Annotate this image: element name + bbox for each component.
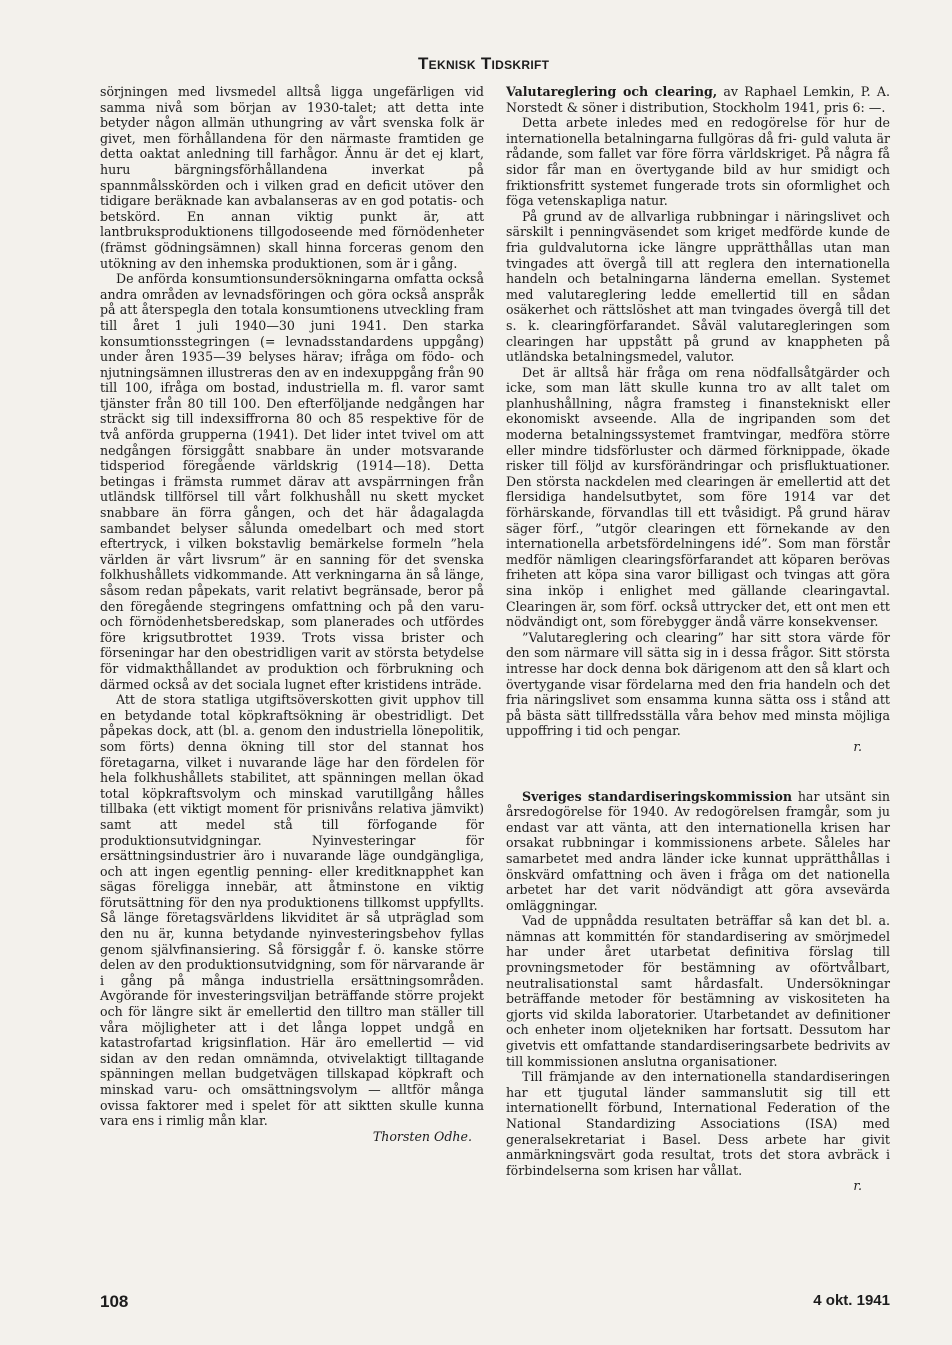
news-paragraph: Vad de uppnådda resultaten beträffar så kan det bl. a. nämnas att kommittén för standardisering av smörjmedel har under året utarbetat definitiva förslag till provningsmetoder för bestämning av oförtvålbart, neutralisationstal samt hårdasfalt. Undersökningar beträffande metoder för bestämning av viskositeten ha gjorts vid skilda laboratorier. Utarbetandet av definitioner och enheter inom oljetekniken har fortsatt. Dessutom har givetvis ett omfattande standardiseringsarbete bedrivits av till kommissionen anslutna organisationer. [506,913,890,1069]
news-heading: Sveriges standardiseringskommission [522,788,793,804]
news-paragraph: Till främjande av den internationella standardiseringen har ett tjugutal länder sammanslutit sig till ett internationellt förbund, International Federation of the National Standardizing Associations (ISA) med generalsekretariat i Basel. Dess arbete har givit anmärkningsvärt goda resultat, trots det stora avbräck i förbindelserna som krisen har vållat. [506,1069,890,1178]
news-lead: har utsänt sin årsredogörelse för 1940. Av redogörelsen framgår, som ju endast var att vänta, att den internationella krisen har orsakat rubbningar i kommissionens arbete. Såleles har samarbetet med andra länder icke kunnat upprätthållas i önskvärd omfattning och även i fråga om det nationella arbetet har det varit nödvändigt att göra avsevärda omläggningar. [506,788,890,913]
review-citation: av Raphael Lemkin, P. A. Norstedt & söner i distribution, Stockholm 1941, pris 6: —. [506,84,890,115]
section-gap [506,755,890,789]
left-column [100,84,484,1144]
review-title-paragraph [506,84,890,115]
article-paragraph: Att de stora statliga utgiftsöverskotten givit upphov till en betydande total köpkraftsökning är obestridligt. Det påpekas dock, att (bl. a. genom den industriella lönepolitik, som förts) denna ökning till stor del stannat hos företagarna, vilket i nuvarande läge har den fördelen för hela folkhushållets stabilitet, att spänningen mellan ökad total köpkraftsvolym och minskad varutillgång hålles tillbaka (ett viktigt moment för prisnivåns relativa jämvikt) samt att medel stå till förfogande för produktionsutvidgningar. Nyinvesteringar för ersättningsindustrier äro i nuvarande läge oundgängliga, och att ingen egentlig penning- eller kreditknapphet kan sägas föreligga innebär, att åtminstone en viktig förutsättning för den nya produktionens tillkomst uppfyllts. Så länge företagsvärldens likviditet är så utpräglad som den nu är, kunna betydande nyinvesteringsbehov fyllas genom självfinansiering. Så försiggår f. ö. kanske större delen av den produktionsutvidgning, som för närvarande är i gång på många industriella ersättningsområden. Avgörande för investeringsviljan beträffande större projekt och för längre sikt är emellertid den tilltro man ställer till våra möjligheter att i det långa loppet undgå en katastrofartad krigsinflation. Här äro emellertid — vid sidan av den redan omnämnda, otvivelaktigt tilltagande spänningen mellan budgetvägen tillskapad köpkraft och minskad varu- och omsättningsvolym — alltför många ovissa faktorer med i spelet för att siktten skulle kunna vara ens i rimlig mån klar. [100,692,484,1129]
article-paragraph: sörjningen med livsmedel alltså ligga ungefärligen vid samma nivå som början av 1930-talet; att detta inte betyder någon allmän uthungring av vårt svenska folk är givet, men förhållandena för den närmaste framtiden ge detta oaktat anledning till farhågor. Ännu är det ej klart, huru bärgningsförhållandena inverkat på spannmålsskörden och i vilken grad en deficit utöver den tidigare beräknade kan avbalanseras av en god potatis- och betskörd. En annan viktig punkt är, att lantbruksproduktionens tillgodoseende med förnödenheter (främst gödningsämnen) skall hinna forceras genom den utökning av den inhemska produktionen, som är i gång. [100,84,484,271]
review-paragraph: Det är alltså här fråga om rena nödfallsåtgärder och icke, som man lätt skulle kunna tro av allt talet om planhushållning, några framsteg i finanstekniskt eller ekonomiskt avseende. Alla de ingripanden som det moderna betalningssystemet framtvingar, medföra större eller mindre tidsförluster och därmed förknippade, ökade risker till följd av kursförändringar och prisfluktuationer. Den största nackdelen med clearingen är emellertid att det flersidiga handelsutbytet, som före 1914 var det förhärskande, förvandlas till ett tvåsidigt. På grund härav säger förf., ”utgör clearingen ett förnekande av den internationella arbetsfördelningens idé”. Som man förstår medför nämligen clearingsförfarandet att köparen berövas friheten att köpa sina varor billigast och tvingas att göra sina inköp i enlighet med gällande clearingavtal. Clearingen är, som förf. också uttrycker det, ett ont men ett nödvändigt ont, som förebygger ändå värre konsekvenser. [506,364,890,630]
right-column [506,84,890,1194]
article-paragraph: De anförda konsumtionsundersökningarna omfatta också andra områden av levnadsföringen och göra också anspråk på att återspegla den totala konsumtionens utveckling fram till året 1 juli 1940—30 juni 1941. Den starka konsumtionsstegringen (= levnadsstandardens uppgång) under åren 1935—39 belyses härav; ifråga om födo- och njutningsämnen illustreras den av en indexuppgång från 90 till 100, ifråga om bostad, industriella m. fl. varor samt tjänster från 80 till 100. Den efterföljande nedgången har sträckt sig till indexsiffrorna 80 och 85 respektive för de två anförda grupperna (1941). Det lider intet tvivel om att nedgången försiggått snabbare än under motsvarande tidsperiod föregående världskrig (1914—18). Detta betingas i främsta rummet därav att avspärrningen från utländsk tillförsel till vårt folkhushåll nu skett mycket snabbare än förra gången, och det här ådagalagda sambandet belyser sålunda omedelbart och med stort eftertryck, i vilken bokstavlig bemärkelse formeln ”hela världen är vårt livsrum” är en sanning för det svenska folkhushållets vidkommande. Att verkningarna än så länge, såsom redan påpekats, varit relativt begränsade, beror på den föregående stegringens omfattning och på den varu- och förnödenhetsberedskap, som planerades och utfördes före krigsutbrottet 1939. Trots vissa brister och förseningar har den obestridligen varit av största betydelse för vidmakthållandet av produktion och förbrukning och därmed också av det sociala lugnet efter kristidens inträde. [100,271,484,692]
book-review [506,84,890,755]
reviewer-initial: r. [853,738,862,754]
news-title-paragraph [506,789,890,914]
author-signature: Thorsten Odhe. [372,1128,472,1144]
journal-masthead: Teknisk Tidskrift [418,54,550,73]
review-paragraph: På grund av de allvarliga rubbningar i näringslivet och särskilt i penningväsendet som kriget medförde kunde de fria guldvalutorna icke längre upprätthållas utan man tvingades att övergå till att reglera den internationella handeln och betalningarna länderna emellan. Systemet med valutareglering ledde emellertid till en sådan osäkerhet och rättslöshet att man tvingades övergå till det s. k. clearingförfarandet. Såväl valutaregleringen som clearingen har uppstått på grund av knappheten på utländska betalningsmedel, valutor. [506,208,890,365]
news-item [506,789,890,1194]
page-number: 108 [100,1292,129,1311]
review-heading: Valutareglering och clearing, [506,84,718,99]
reviewer-initial: r. [853,1178,862,1194]
review-paragraph: ”Valutareglering och clearing” har sitt stora värde för den som närmare vill sätta sig in i dessa frågor. Sitt största intresse har dock denna bok därigenom att den så klart och övertygande visar fördelarna med den fria handeln och det fria näringslivet som ensamma kunna sätta oss i stånd att på bästa sätt tillfredsställa våra behov med minsta möjliga uppoffring i tid och pengar. [506,629,890,739]
review-paragraph: Detta arbete inledes med en redogörelse för hur de internationella betalningarna fullgöras då fri- guld valuta är rådande, som fallet var före förra världskriget. På några få sidor får man en övertygande bild av hur smidigt och friktionsfritt systemet fungerade trots sin oformlighet och föga vetenskapliga natur. [506,115,890,209]
issue-date: 4 okt. 1941 [813,1292,890,1309]
